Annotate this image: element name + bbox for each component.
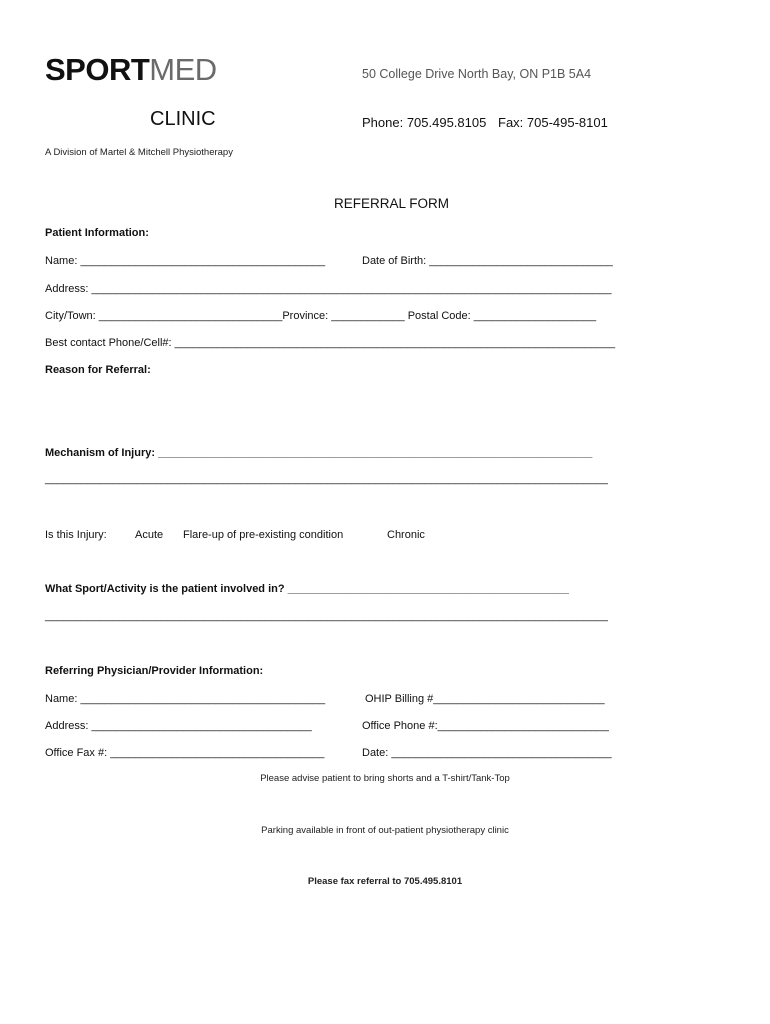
shorts-note: Please advise patient to bring shorts and a T-shirt/Tank-Top bbox=[260, 773, 510, 784]
logo-light-text: MED bbox=[149, 52, 217, 87]
mechanism-field[interactable]: Mechanism of Injury: _______________________________________________________________________ bbox=[45, 447, 593, 459]
patient-name-field[interactable]: Name: ________________________________________ bbox=[45, 255, 326, 267]
sport-activity-line[interactable]: ____________________________________________________________________________________________ bbox=[45, 610, 608, 622]
sport-activity-field[interactable]: What Sport/Activity is the patient involved in? ______________________________________________ bbox=[45, 583, 570, 595]
injury-flare-up-option[interactable]: Flare-up of pre-existing condition bbox=[183, 529, 344, 541]
patient-city-province-postal-field[interactable]: City/Town: ______________________________Province: ____________ Postal Code: ____________________ bbox=[45, 310, 597, 322]
physician-name-field[interactable]: Name: ________________________________________ bbox=[45, 693, 326, 705]
injury-chronic-option[interactable]: Chronic bbox=[387, 529, 425, 541]
clinic-fax: Fax: 705-495-8101 bbox=[498, 115, 608, 130]
patient-phone-field[interactable]: Best contact Phone/Cell#: ________________________________________________________________________ bbox=[45, 337, 616, 349]
clinic-address: 50 College Drive North Bay, ON P1B 5A4 bbox=[362, 67, 592, 81]
logo-bold-text: SPORT bbox=[45, 52, 150, 87]
physician-address-field[interactable]: Address: ____________________________________ bbox=[45, 720, 312, 732]
clinic-logo bbox=[45, 52, 217, 88]
division-text: A Division of Martel & Mitchell Physiotherapy bbox=[45, 147, 233, 158]
mechanism-line[interactable]: ____________________________________________________________________________________________ bbox=[45, 473, 608, 485]
office-phone-field[interactable]: Office Phone #:____________________________ bbox=[362, 720, 609, 732]
clinic-phone: Phone: 705.495.8105 bbox=[362, 115, 487, 130]
form-title: REFERRAL FORM bbox=[334, 196, 450, 211]
clinic-label: CLINIC bbox=[150, 108, 216, 130]
physician-info-heading: Referring Physician/Provider Information: bbox=[45, 665, 264, 677]
patient-info-heading: Patient Information: bbox=[45, 227, 149, 239]
injury-type-label: Is this Injury: bbox=[45, 529, 107, 541]
ohip-billing-field[interactable]: OHIP Billing #____________________________ bbox=[365, 693, 605, 705]
reason-heading: Reason for Referral: bbox=[45, 364, 151, 376]
date-field[interactable]: Date: ____________________________________ bbox=[362, 747, 612, 759]
patient-dob-field[interactable]: Date of Birth: ______________________________ bbox=[362, 255, 613, 267]
office-fax-field[interactable]: Office Fax #: ___________________________________ bbox=[45, 747, 325, 759]
parking-note: Parking available in front of out-patient physiotherapy clinic bbox=[261, 825, 509, 836]
patient-address-field[interactable]: Address: _____________________________________________________________________________________ bbox=[45, 283, 612, 295]
fax-referral-note: Please fax referral to 705.495.8101 bbox=[307, 876, 463, 887]
injury-acute-option[interactable]: Acute bbox=[135, 529, 164, 541]
